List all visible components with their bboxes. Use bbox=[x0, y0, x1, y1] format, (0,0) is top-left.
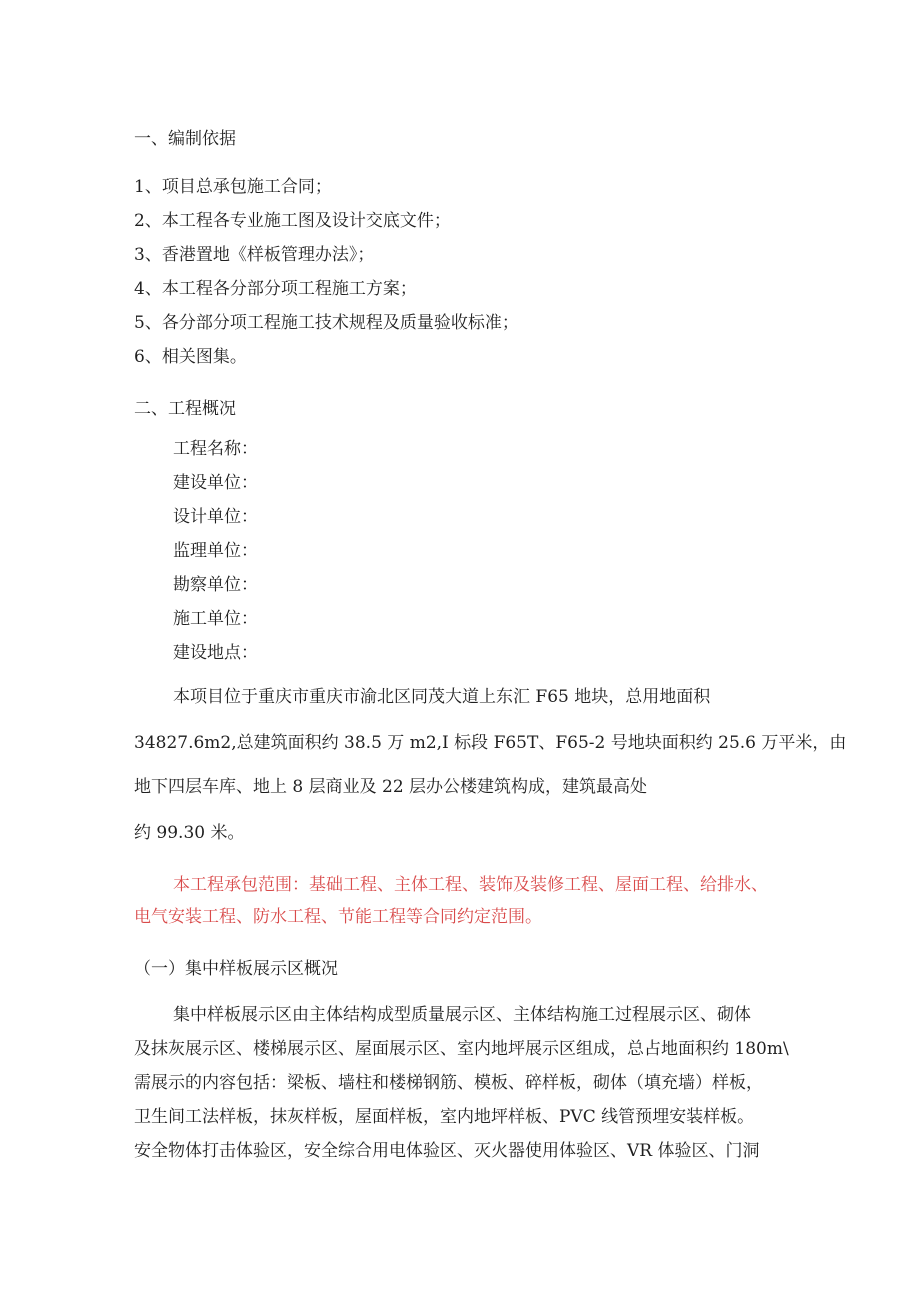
sample-area-line-4: 卫生间工法样板，抹灰样板，屋面样板，室内地坪样板、PVC 线管预埋安装样板。 bbox=[134, 1107, 755, 1127]
subsection-heading-sample-area: （一）集中样板展示区概况 bbox=[134, 959, 338, 979]
sample-area-line-2: 及抹灰展示区、楼梯展示区、屋面展示区、室内地坪展示区组成，总占地面积约 180m\ bbox=[134, 1039, 789, 1059]
basis-item-6: 6、相关图集。 bbox=[134, 347, 247, 367]
section-heading-overview: 二、工程概况 bbox=[134, 399, 236, 419]
description-line-4: 约 99.30 米。 bbox=[134, 823, 245, 843]
survey-label: 勘察单位： bbox=[173, 575, 258, 595]
location-label: 建设地点： bbox=[173, 643, 258, 663]
basis-item-3: 3、香港置地《样板管理办法》； bbox=[134, 245, 375, 265]
basis-item-4: 4、本工程各分部分项工程施工方案； bbox=[134, 279, 417, 299]
scope-line-1: 本工程承包范围：基础工程、主体工程、装饰及装修工程、屋面工程、给排水、 bbox=[173, 875, 768, 895]
sample-area-line-3: 需展示的内容包括：梁板、墙柱和楼梯钢筋、模板、碎样板，砌体（填充墙）样板， bbox=[134, 1073, 763, 1093]
sample-area-line-5: 安全物体打击体验区，安全综合用电体验区、灭火器使用体验区、VR 体验区、门洞 bbox=[134, 1141, 760, 1161]
contractor-label: 施工单位： bbox=[173, 609, 258, 629]
sample-area-line-1: 集中样板展示区由主体结构成型质量展示区、主体结构施工过程展示区、砌体 bbox=[173, 1005, 751, 1025]
designer-label: 设计单位： bbox=[173, 507, 258, 527]
section-heading-basis: 一、编制依据 bbox=[134, 129, 236, 149]
project-name-label: 工程名称： bbox=[173, 439, 258, 459]
client-label: 建设单位： bbox=[173, 473, 258, 493]
description-line-3: 地下四层车库、地上 8 层商业及 22 层办公楼建筑构成，建筑最高处 bbox=[134, 777, 648, 797]
description-line-2: 34827.6m2,总建筑面积约 38.5 万 m2,I 标段 F65T、F65-2 号地块面积约 25.6 万平米，由 bbox=[134, 733, 847, 753]
description-line-1: 本项目位于重庆市重庆市渝北区同茂大道上东汇 F65 地块，总用地面积 bbox=[173, 687, 711, 707]
basis-item-1: 1、项目总承包施工合同； bbox=[134, 177, 332, 197]
supervisor-label: 监理单位： bbox=[173, 541, 258, 561]
scope-line-2: 电气安装工程、防水工程、节能工程等合同约定范围。 bbox=[134, 907, 542, 927]
basis-item-2: 2、本工程各专业施工图及设计交底文件； bbox=[134, 211, 451, 231]
basis-item-5: 5、各分部分项工程施工技术规程及质量验收标准； bbox=[134, 313, 519, 333]
